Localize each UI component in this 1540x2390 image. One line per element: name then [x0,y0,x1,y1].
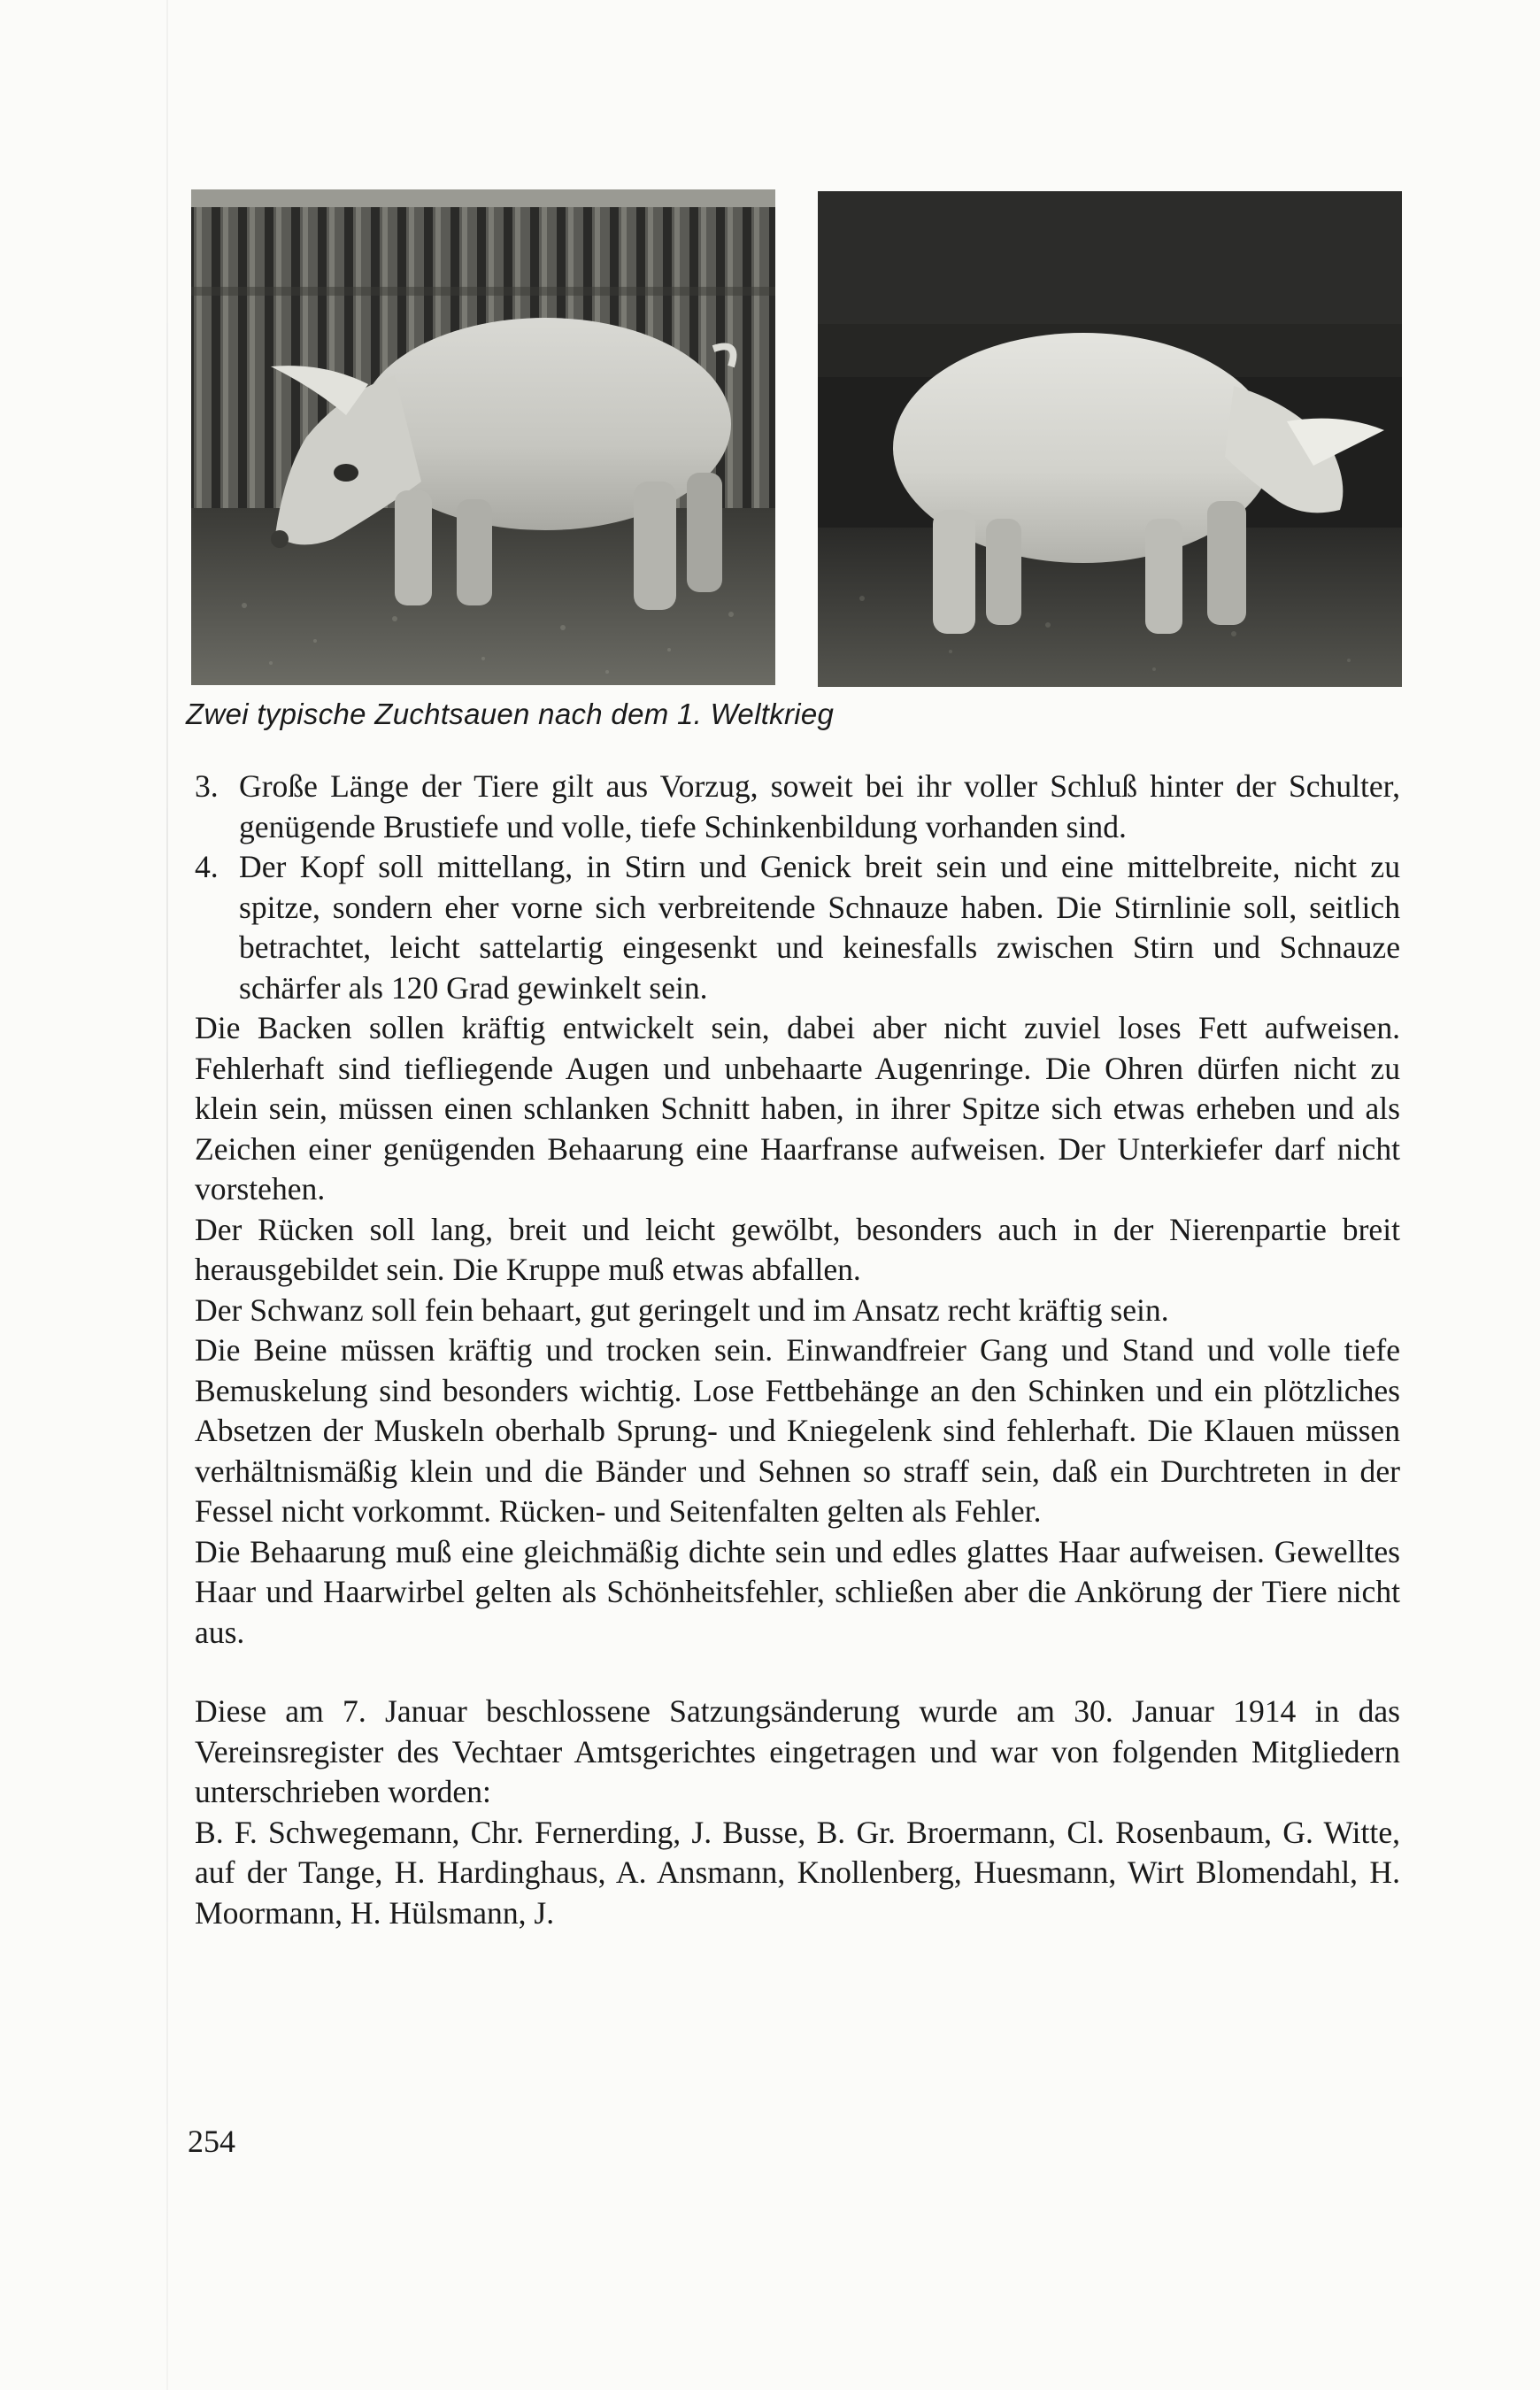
pig-left-image [191,189,775,685]
paragraph-spacer [195,1653,1400,1692]
page-gutter [166,0,168,2390]
pig-photo-right [818,191,1402,687]
paragraph-satzung: Diese am 7. Januar beschlossene Satzungsänderung wurde am 30. Januar 1914 in das Vereinsregister des Vechtaer Amtsgerichtes eingetragen und war von folgenden Mitgliedern unterschrieben worden: [195,1693,1400,1809]
page-number: 254 [188,2124,235,2159]
list-item-4 [195,847,1400,1008]
list-text: Der Kopf soll mittellang, in Stirn und Genick breit sein und eine mittelbreite, nicht zu spitze, sondern eher vorne sich verbreitende Schnauze haben. Die Stirnlinie soll, seitlich betrachtet, leicht sattelartig eingesenkt und keinesfalls zwischen Stirn und Schnauze schärfer als 120 Grad gewinkelt sein. [239,849,1400,1006]
pig-photo-left [191,189,775,685]
list-number: 4. [195,849,219,884]
list-text: Große Länge der Tiere gilt aus Vorzug, soweit bei ihr voller Schluß hinter der Schulter, genügende Brustiefe und volle, tiefe Schinkenbildung vorhanden sind. [239,768,1400,844]
paragraph-ruecken: Der Rücken soll lang, breit und leicht gewölbt, besonders auch in der Nierenpartie breit herausgebildet sein. Die Kruppe muß etwas abfallen. [195,1211,1400,1287]
figure-caption: Zwei typische Zuchtsauen nach dem 1. Weltkrieg [186,698,835,730]
list-number: 3. [195,768,219,804]
paragraph-signatories: B. F. Schwegemann, Chr. Fernerding, J. Busse, B. Gr. Broermann, Cl. Rosenbaum, G. Witte, auf der Tange, H. Hardinghaus, A. Ansmann, Knollenberg, Huesmann, Wirt Blomendahl, H. Moormann, H. Hülsmann, J. [195,1814,1400,1931]
paragraph-beine: Die Beine müssen kräftig und trocken sein. Einwandfreier Gang und Stand und volle tiefe Bemuskelung sind besonders wichtig. Lose Fettbehänge an den Schinken und ein plötzliches Absetzen der Muskeln oberhalb Sprung- und Kniegelenk sind fehlerhaft. Die Klauen müssen verhältnismäßig klein und die Bänder und Sehnen so straff sein, daß ein Durchtreten in der Fessel nicht vorkommt. Rücken- und Seitenfalten gelten als Fehler. [195,1332,1400,1529]
pig-right-image [818,191,1402,687]
paragraph-behaarung: Die Behaarung muß eine gleichmäßig dichte sein und edles glattes Haar aufweisen. Gewelltes Haar und Haarwirbel gelten als Schönheitsfehler, schließen aber die Ankörung der Tiere nicht aus. [195,1533,1400,1650]
paragraph-backen: Die Backen sollen kräftig entwickelt sein, dabei aber nicht zuviel loses Fett aufweisen. Fehlerhaft sind tiefliegende Augen und unbehaarte Augenringe. Die Ohren dürfen nicht zu klein sein, müssen einen schlanken Schnitt haben, in ihrer Spitze sich etwas erheben und als Zeichen einer genügenden Behaarung eine Haarfranse aufweisen. Der Unterkiefer darf nicht vorstehen. [195,1010,1400,1207]
body-text [195,767,1400,1933]
paragraph-schwanz: Der Schwanz soll fein behaart, gut geringelt und im Ansatz recht kräftig sein. [195,1291,1169,1328]
list-item-3 [195,767,1400,847]
